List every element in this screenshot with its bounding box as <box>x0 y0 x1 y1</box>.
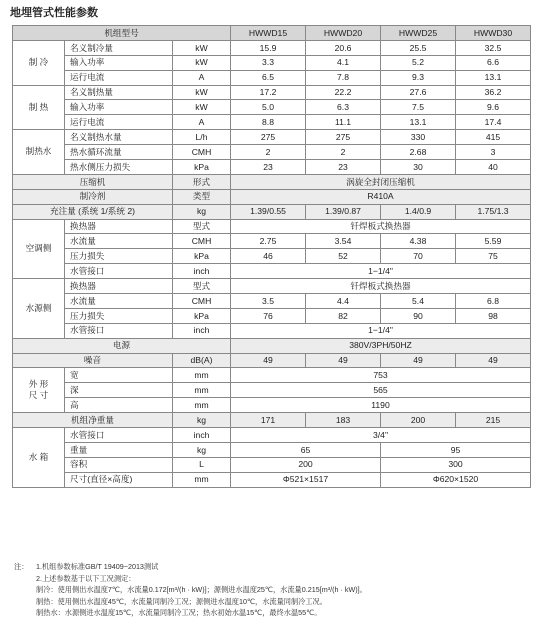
table-row <box>13 368 531 383</box>
row-label: 水流量 <box>65 294 173 309</box>
table-row <box>13 115 531 130</box>
cell-value: 1.75/1.3 <box>456 204 531 219</box>
cell-value: 23 <box>306 160 381 175</box>
table-row <box>13 442 531 457</box>
row-label: 输入功率 <box>65 100 173 115</box>
cell-value: 215 <box>456 413 531 428</box>
row-label: 热水循环流量 <box>65 145 173 160</box>
cell-value: 钎焊板式换热器 <box>231 279 531 294</box>
cell-value: 2.75 <box>231 234 306 249</box>
table-row <box>13 413 531 428</box>
row-unit: 类型 <box>173 189 231 204</box>
row-label: 水管接口 <box>65 428 173 443</box>
row-unit: inch <box>173 264 231 279</box>
row-unit: A <box>173 115 231 130</box>
cell-value: 49 <box>456 353 531 368</box>
cell-value: 9.3 <box>381 70 456 85</box>
row-label: 运行电流 <box>65 115 173 130</box>
row-unit: 型式 <box>173 219 231 234</box>
row-label: 名义制冷量 <box>65 40 173 55</box>
group-label: 制热水 <box>13 130 65 175</box>
cell-value: 7.8 <box>306 70 381 85</box>
header-model: HWWD30 <box>456 26 531 41</box>
cell-value: 钎焊板式换热器 <box>231 219 531 234</box>
cell-value: 3.3 <box>231 55 306 70</box>
cell-value: 200 <box>381 413 456 428</box>
row-label: 水流量 <box>65 234 173 249</box>
row-label: 运行电流 <box>65 70 173 85</box>
cell-value: 27.6 <box>381 85 456 100</box>
cell-value: 3 <box>456 145 531 160</box>
group-label: 制 冷 <box>13 40 65 85</box>
row-unit: kPa <box>173 249 231 264</box>
group-label: 外 形 尺 寸 <box>13 368 65 413</box>
cell-value: 11.1 <box>306 115 381 130</box>
cell-value: 415 <box>456 130 531 145</box>
cell-value: 4.1 <box>306 55 381 70</box>
cell-value: 565 <box>231 383 531 398</box>
row-unit: mm <box>173 368 231 383</box>
cell-value: 8.8 <box>231 115 306 130</box>
cell-value: 5.59 <box>456 234 531 249</box>
cell-value: 49 <box>306 353 381 368</box>
table-row <box>13 100 531 115</box>
header-model: HWWD25 <box>381 26 456 41</box>
group-label: 空调侧 <box>13 219 65 279</box>
table-row <box>13 160 531 175</box>
cell-value: 98 <box>456 308 531 323</box>
row-label: 换热器 <box>65 279 173 294</box>
table-row <box>13 130 531 145</box>
group-label: 水源侧 <box>13 279 65 339</box>
table-row <box>13 428 531 443</box>
cell-value: 32.5 <box>456 40 531 55</box>
cell-value: 15.9 <box>231 40 306 55</box>
cell-value: 275 <box>306 130 381 145</box>
cell-value: 1.39/0.55 <box>231 204 306 219</box>
row-unit: CMH <box>173 145 231 160</box>
row-unit: mm <box>173 472 231 487</box>
cell-value: 6.3 <box>306 100 381 115</box>
row-unit: inch <box>173 323 231 338</box>
row-label: 高 <box>65 398 173 413</box>
cell-value: 90 <box>381 308 456 323</box>
cell-value: 49 <box>381 353 456 368</box>
cell-value: 40 <box>456 160 531 175</box>
row-label: 压缩机 <box>13 174 173 189</box>
row-label: 噪音 <box>13 353 173 368</box>
cell-value: Φ521×1517 <box>231 472 381 487</box>
row-label: 宽 <box>65 368 173 383</box>
row-unit: CMH <box>173 294 231 309</box>
cell-value: 275 <box>231 130 306 145</box>
table-row <box>13 55 531 70</box>
row-label: 充注量 (系统 1/系统 2) <box>13 204 173 219</box>
cell-value: 2.68 <box>381 145 456 160</box>
table-row <box>13 249 531 264</box>
cell-value: 1−1/4" <box>231 264 531 279</box>
row-label: 重量 <box>65 442 173 457</box>
cell-value: 涡旋全封闭压缩机 <box>231 174 531 189</box>
row-label: 尺寸(直径×高度) <box>65 472 173 487</box>
cell-value: 75 <box>456 249 531 264</box>
row-unit: A <box>173 70 231 85</box>
cell-value: 200 <box>231 457 381 472</box>
row-unit: dB(A) <box>173 353 231 368</box>
table-row <box>13 279 531 294</box>
row-label: 水管接口 <box>65 323 173 338</box>
table-row <box>13 204 531 219</box>
row-label: 换热器 <box>65 219 173 234</box>
row-unit: kPa <box>173 308 231 323</box>
cell-value: 1190 <box>231 398 531 413</box>
group-label: 水 箱 <box>13 428 65 488</box>
table-row <box>13 294 531 309</box>
cell-value: 171 <box>231 413 306 428</box>
cell-value: 3/4" <box>231 428 531 443</box>
cell-value: R410A <box>231 189 531 204</box>
table-row <box>13 264 531 279</box>
row-unit: kW <box>173 85 231 100</box>
row-unit: mm <box>173 383 231 398</box>
row-unit: kW <box>173 40 231 55</box>
page-title: 地埋管式性能参数 <box>10 7 98 19</box>
cell-value: 1.4/0.9 <box>381 204 456 219</box>
cell-value: 4.38 <box>381 234 456 249</box>
note-line: 制冷：使用侧出水温度7℃，水流量0.172[m³/(h · kW)]；源侧进水温度25℃，水流量0.215[m³/(h · kW)]。 <box>36 585 367 594</box>
table-row <box>13 85 531 100</box>
cell-value: 300 <box>381 457 531 472</box>
cell-value: 5.0 <box>231 100 306 115</box>
cell-value: 3.5 <box>231 294 306 309</box>
row-unit: kg <box>173 413 231 428</box>
cell-value: 13.1 <box>456 70 531 85</box>
group-label: 制 热 <box>13 85 65 130</box>
cell-value: 23 <box>231 160 306 175</box>
row-unit: kg <box>173 204 231 219</box>
table-row <box>13 472 531 487</box>
cell-value: 22.2 <box>306 85 381 100</box>
table-row <box>13 70 531 85</box>
performance-spec-table <box>12 25 531 488</box>
cell-value: 76 <box>231 308 306 323</box>
footnotes <box>14 561 367 619</box>
cell-value: Φ620×1520 <box>381 472 531 487</box>
row-unit: kW <box>173 55 231 70</box>
note-line: 1.机组参数标准GB/T 19409−2013测试 <box>36 562 159 571</box>
table-row <box>13 189 531 204</box>
table-row <box>13 40 531 55</box>
row-label: 名义制热量 <box>65 85 173 100</box>
cell-value: 82 <box>306 308 381 323</box>
cell-value: 13.1 <box>381 115 456 130</box>
table-row <box>13 323 531 338</box>
header-model: HWWD15 <box>231 26 306 41</box>
row-unit: 形式 <box>173 174 231 189</box>
cell-value: 330 <box>381 130 456 145</box>
row-label: 热水侧压力损失 <box>65 160 173 175</box>
table-header-row <box>13 26 531 41</box>
row-unit: kW <box>173 100 231 115</box>
row-unit: L/h <box>173 130 231 145</box>
cell-value: 49 <box>231 353 306 368</box>
table-row <box>13 174 531 189</box>
cell-value: 2 <box>231 145 306 160</box>
cell-value: 183 <box>306 413 381 428</box>
cell-value: 36.2 <box>456 85 531 100</box>
cell-value: 9.6 <box>456 100 531 115</box>
header-model-label: 机组型号 <box>13 26 231 41</box>
row-label: 名义制热水量 <box>65 130 173 145</box>
cell-value: 52 <box>306 249 381 264</box>
row-unit: mm <box>173 398 231 413</box>
row-unit: L <box>173 457 231 472</box>
cell-value: 6.5 <box>231 70 306 85</box>
table-row <box>13 234 531 249</box>
cell-value: 70 <box>381 249 456 264</box>
cell-value: 380V/3PH/50HZ <box>231 338 531 353</box>
row-label: 制冷剂 <box>13 189 173 204</box>
row-unit: inch <box>173 428 231 443</box>
table-row <box>13 353 531 368</box>
row-unit: kPa <box>173 160 231 175</box>
cell-value: 3.54 <box>306 234 381 249</box>
cell-value: 95 <box>381 442 531 457</box>
cell-value: 30 <box>381 160 456 175</box>
table-row <box>13 383 531 398</box>
row-label: 压力损失 <box>65 308 173 323</box>
cell-value: 46 <box>231 249 306 264</box>
cell-value: 6.8 <box>456 294 531 309</box>
cell-value: 4.4 <box>306 294 381 309</box>
table-row <box>13 338 531 353</box>
row-label: 水管接口 <box>65 264 173 279</box>
row-unit: 型式 <box>173 279 231 294</box>
cell-value: 17.2 <box>231 85 306 100</box>
row-label: 电源 <box>13 338 231 353</box>
cell-value: 753 <box>231 368 531 383</box>
table-row <box>13 457 531 472</box>
note-line: 制热水：水源侧进水温度15℃，水流量同制冷工况；热水初始水温15℃，最终水温55℃。 <box>36 608 322 617</box>
cell-value: 1−1/4" <box>231 323 531 338</box>
cell-value: 5.2 <box>381 55 456 70</box>
note-line: 2.上述参数基于以下工况测定： <box>36 573 136 583</box>
header-model: HWWD20 <box>306 26 381 41</box>
cell-value: 17.4 <box>456 115 531 130</box>
row-unit: kg <box>173 442 231 457</box>
cell-value: 7.5 <box>381 100 456 115</box>
row-label: 机组净重量 <box>13 413 173 428</box>
row-label: 压力损失 <box>65 249 173 264</box>
notes-label: 注： <box>14 562 29 571</box>
table-row <box>13 145 531 160</box>
row-label: 深 <box>65 383 173 398</box>
cell-value: 65 <box>231 442 381 457</box>
cell-value: 1.39/0.87 <box>306 204 381 219</box>
cell-value: 25.5 <box>381 40 456 55</box>
cell-value: 20.6 <box>306 40 381 55</box>
cell-value: 5.4 <box>381 294 456 309</box>
table-row <box>13 398 531 413</box>
row-label: 容积 <box>65 457 173 472</box>
cell-value: 6.6 <box>456 55 531 70</box>
cell-value: 2 <box>306 145 381 160</box>
row-unit: CMH <box>173 234 231 249</box>
row-label: 输入功率 <box>65 55 173 70</box>
table-row <box>13 308 531 323</box>
note-line: 制热：使用侧出水温度45℃，水流量同制冷工况；源侧进水温度10℃，水流量同制冷工况。 <box>36 596 327 606</box>
table-row <box>13 219 531 234</box>
